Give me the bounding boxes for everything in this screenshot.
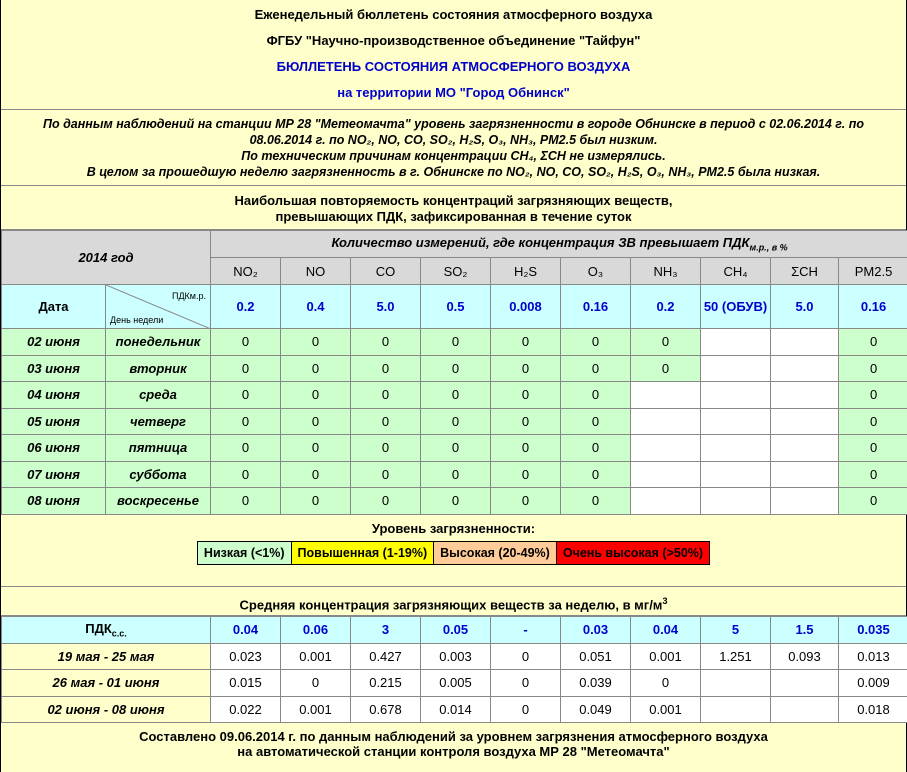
row-value: 0 xyxy=(351,408,421,435)
pdk-value: 0.2 xyxy=(631,285,701,329)
pdk-value: 5.0 xyxy=(351,285,421,329)
weekly-average-title xyxy=(1,587,906,616)
daily-caption-sub: м.р., в % xyxy=(749,242,788,253)
row-value: 0 xyxy=(281,355,351,382)
weekly-pdk-value: 0.03 xyxy=(561,616,631,643)
row-value xyxy=(631,488,701,515)
weekly-table xyxy=(1,616,907,724)
row-value: 0 xyxy=(561,408,631,435)
weekly-pdk-row xyxy=(2,616,907,643)
row-value: 0 xyxy=(561,435,631,462)
weekly-value: 0 xyxy=(491,670,561,697)
daily-table xyxy=(1,230,907,515)
pdk-weekday-header xyxy=(106,285,211,329)
table-row xyxy=(2,696,907,723)
row-value: 0 xyxy=(281,329,351,356)
row-value xyxy=(631,382,701,409)
row-value xyxy=(701,488,771,515)
row-value xyxy=(701,435,771,462)
table-row xyxy=(2,488,907,515)
row-value: 0 xyxy=(421,435,491,462)
weekly-value: 0.678 xyxy=(351,696,421,723)
weekly-value: 0.003 xyxy=(421,643,491,670)
row-value: 0 xyxy=(281,435,351,462)
row-date: 08 июня xyxy=(2,488,106,515)
repeatability-line-1: Наибольшая повторяемость концентраций загрязняющих веществ, xyxy=(234,193,673,208)
row-value xyxy=(771,488,839,515)
row-value xyxy=(771,461,839,488)
row-value: 0 xyxy=(421,461,491,488)
weekday-label: День недели xyxy=(110,315,164,325)
table-row xyxy=(2,408,907,435)
weekly-value: 0.013 xyxy=(839,643,907,670)
row-value: 0 xyxy=(421,355,491,382)
weekly-pdk-label xyxy=(2,616,211,643)
weekly-value: 0.018 xyxy=(839,696,907,723)
row-value: 0 xyxy=(561,488,631,515)
row-value xyxy=(701,382,771,409)
weekly-value: 0.427 xyxy=(351,643,421,670)
weekly-pdk-value: 0.035 xyxy=(839,616,907,643)
pollutant-name: H₂S xyxy=(491,258,561,285)
row-value: 0 xyxy=(491,329,561,356)
row-value: 0 xyxy=(351,488,421,515)
pollutant-name: CO xyxy=(351,258,421,285)
table-row xyxy=(2,643,907,670)
weekly-value: 0 xyxy=(491,696,561,723)
weekly-value: 0 xyxy=(281,670,351,697)
row-value: 0 xyxy=(351,329,421,356)
row-value: 0 xyxy=(561,329,631,356)
row-value: 0 xyxy=(281,408,351,435)
pollution-level-legend xyxy=(197,541,710,565)
weekly-period: 19 мая - 25 мая xyxy=(2,643,211,670)
pollutant-name: SO₂ xyxy=(421,258,491,285)
row-value: 0 xyxy=(211,461,281,488)
pdk-value: 0.5 xyxy=(421,285,491,329)
row-value: 0 xyxy=(421,488,491,515)
table-row xyxy=(2,382,907,409)
pollution-level-section xyxy=(1,515,906,587)
weekly-value xyxy=(701,696,771,723)
pollution-level-title: Уровень загрязненности: xyxy=(371,520,536,536)
weekly-value: 0.009 xyxy=(839,670,907,697)
row-weekday: вторник xyxy=(106,355,211,382)
legend-item: Повышенная (1-19%) xyxy=(292,542,435,564)
row-value xyxy=(771,329,839,356)
weekly-value: 0 xyxy=(491,643,561,670)
pdk-value: 50 (ОБУВ) xyxy=(701,285,771,329)
row-value xyxy=(631,408,701,435)
pdk-value: 0.16 xyxy=(561,285,631,329)
row-date: 05 июня xyxy=(2,408,106,435)
row-value: 0 xyxy=(351,435,421,462)
weekly-value: 0.039 xyxy=(561,670,631,697)
row-value xyxy=(771,355,839,382)
weekly-value: 0.023 xyxy=(211,643,281,670)
year-label: 2014 год xyxy=(2,231,211,285)
row-value: 0 xyxy=(211,408,281,435)
row-value: 0 xyxy=(281,488,351,515)
weekly-period: 26 мая - 01 июня xyxy=(2,670,211,697)
weekly-pdk-label-text: ПДК xyxy=(85,620,112,636)
header-line-4: на территории МО "Город Обнинск" xyxy=(337,85,570,100)
daily-caption xyxy=(211,231,907,258)
weekly-pdk-value: - xyxy=(491,616,561,643)
row-value: 0 xyxy=(561,382,631,409)
row-value xyxy=(701,408,771,435)
row-weekday: четверг xyxy=(106,408,211,435)
weekly-value: 0.014 xyxy=(421,696,491,723)
weekly-value: 1.251 xyxy=(701,643,771,670)
summary-line-3: По техническим причинам концентрации CH₄, ΣCH не измерялись. xyxy=(241,149,666,163)
pollutant-name: NH₃ xyxy=(631,258,701,285)
row-value: 0 xyxy=(839,408,907,435)
row-weekday: среда xyxy=(106,382,211,409)
summary-text xyxy=(1,110,906,186)
header-line-3: БЮЛЛЕТЕНЬ СОСТОЯНИЯ АТМОСФЕРНОГО ВОЗДУХА xyxy=(276,59,631,74)
weekly-pdk-value: 0.06 xyxy=(281,616,351,643)
row-value: 0 xyxy=(839,461,907,488)
row-value: 0 xyxy=(491,382,561,409)
table-row xyxy=(2,461,907,488)
row-date: 03 июня xyxy=(2,355,106,382)
pdk-value: 0.008 xyxy=(491,285,561,329)
row-value: 0 xyxy=(839,435,907,462)
row-value: 0 xyxy=(491,435,561,462)
summary-line-2: 08.06.2014 г. по NO₂, NO, CO, SO₂, H₂S, O₃, NH₃, PM2.5 был низким. xyxy=(249,133,658,147)
row-value: 0 xyxy=(211,355,281,382)
pollutant-name: O₃ xyxy=(561,258,631,285)
row-value: 0 xyxy=(491,488,561,515)
bulletin-header xyxy=(1,0,906,110)
pdk-value: 0.4 xyxy=(281,285,351,329)
pollutant-name: ΣCH xyxy=(771,258,839,285)
row-value: 0 xyxy=(839,382,907,409)
row-value: 0 xyxy=(839,329,907,356)
weekly-value: 0.001 xyxy=(281,696,351,723)
pdk-value: 0.2 xyxy=(211,285,281,329)
legend-item: Высокая (20-49%) xyxy=(434,542,557,564)
repeatability-line-2: превышающих ПДК, зафиксированная в течение суток xyxy=(275,209,632,224)
row-value: 0 xyxy=(281,461,351,488)
date-label: Дата xyxy=(2,285,106,329)
row-value: 0 xyxy=(421,382,491,409)
daily-caption-text: Количество измерений, где концентрация ЗВ превышает ПДК xyxy=(331,235,750,251)
row-value: 0 xyxy=(421,329,491,356)
weekly-pdk-value: 1.5 xyxy=(771,616,839,643)
footer-line-1: Составлено 09.06.2014 г. по данным наблюдений за уровнем загрязнения атмосферного воздуха xyxy=(139,729,768,744)
table-row xyxy=(2,670,907,697)
row-date: 06 июня xyxy=(2,435,106,462)
row-value: 0 xyxy=(281,382,351,409)
row-weekday: воскресенье xyxy=(106,488,211,515)
row-value xyxy=(771,382,839,409)
weekly-average-title-sup: 3 xyxy=(662,595,668,606)
weekly-value: 0.022 xyxy=(211,696,281,723)
row-value: 0 xyxy=(211,435,281,462)
weekly-pdk-label-sub: с.с. xyxy=(111,628,127,639)
weekly-value: 0.001 xyxy=(281,643,351,670)
table-row xyxy=(2,355,907,382)
table-row xyxy=(2,329,907,356)
header-line-1: Еженедельный бюллетень состояния атмосферного воздуха xyxy=(254,7,653,22)
weekly-value xyxy=(701,670,771,697)
footer-line-2: на автоматической станции контроля воздуха МР 28 "Метеомачта" xyxy=(237,744,670,759)
row-weekday: пятница xyxy=(106,435,211,462)
pollutant-name: NO₂ xyxy=(211,258,281,285)
table-row xyxy=(2,435,907,462)
row-value: 0 xyxy=(561,355,631,382)
row-value: 0 xyxy=(421,408,491,435)
row-value xyxy=(631,461,701,488)
weekly-value xyxy=(771,670,839,697)
pdk-value: 0.16 xyxy=(839,285,907,329)
pollutant-name: CH₄ xyxy=(701,258,771,285)
pdk-label: ПДКм.р. xyxy=(171,291,206,301)
row-value: 0 xyxy=(839,355,907,382)
daily-header-row xyxy=(2,231,907,258)
row-value xyxy=(631,435,701,462)
weekly-value: 0.005 xyxy=(421,670,491,697)
weekly-value xyxy=(771,696,839,723)
pollutant-name: PM2.5 xyxy=(839,258,907,285)
pdk-row xyxy=(2,285,907,329)
row-weekday: понедельник xyxy=(106,329,211,356)
pdk-value: 5.0 xyxy=(771,285,839,329)
row-value: 0 xyxy=(631,355,701,382)
row-value: 0 xyxy=(631,329,701,356)
weekly-value: 0.093 xyxy=(771,643,839,670)
legend-item: Низкая (<1%) xyxy=(198,542,292,564)
summary-line-4: В целом за прошедшую неделю загрязненность в г. Обнинске по NO₂, NO, CO, SO₂, H₂S, O₃, NH₃, PM2.5 была низкая. xyxy=(86,165,821,179)
legend-item: Очень высокая (>50%) xyxy=(557,542,709,564)
row-date: 04 июня xyxy=(2,382,106,409)
weekly-value: 0.049 xyxy=(561,696,631,723)
row-value: 0 xyxy=(211,382,281,409)
weekly-value: 0.001 xyxy=(631,643,701,670)
footer xyxy=(1,723,906,759)
row-value: 0 xyxy=(351,355,421,382)
row-value xyxy=(701,355,771,382)
pollutant-name: NO xyxy=(281,258,351,285)
weekly-average-title-text: Средняя концентрация загрязняющих веществ за неделю, в мг/м xyxy=(239,596,663,612)
row-value: 0 xyxy=(561,461,631,488)
row-value: 0 xyxy=(839,488,907,515)
summary-line-1: По данным наблюдений на станции МР 28 "Метеомачта" уровень загрязненности в городе Обнинске в период с 02.06.2014 г. по xyxy=(42,117,865,131)
weekly-value: 0.215 xyxy=(351,670,421,697)
weekly-pdk-value: 3 xyxy=(351,616,421,643)
weekly-period: 02 июня - 08 июня xyxy=(2,696,211,723)
row-value: 0 xyxy=(211,329,281,356)
row-value xyxy=(701,461,771,488)
row-value: 0 xyxy=(351,461,421,488)
row-date: 07 июня xyxy=(2,461,106,488)
header-line-2: ФГБУ "Научно-производственное объединение "Тайфун" xyxy=(266,33,641,48)
row-value xyxy=(771,435,839,462)
row-value: 0 xyxy=(491,408,561,435)
row-value: 0 xyxy=(491,461,561,488)
weekly-value: 0.015 xyxy=(211,670,281,697)
weekly-pdk-value: 0.04 xyxy=(211,616,281,643)
row-value xyxy=(771,408,839,435)
weekly-pdk-value: 5 xyxy=(701,616,771,643)
row-value: 0 xyxy=(351,382,421,409)
row-date: 02 июня xyxy=(2,329,106,356)
row-value: 0 xyxy=(491,355,561,382)
row-value: 0 xyxy=(211,488,281,515)
repeatability-title xyxy=(1,186,906,230)
weekly-pdk-value: 0.05 xyxy=(421,616,491,643)
weekly-pdk-value: 0.04 xyxy=(631,616,701,643)
weekly-value: 0 xyxy=(631,670,701,697)
weekly-value: 0.051 xyxy=(561,643,631,670)
row-value xyxy=(701,329,771,356)
weekly-value: 0.001 xyxy=(631,696,701,723)
row-weekday: суббота xyxy=(106,461,211,488)
